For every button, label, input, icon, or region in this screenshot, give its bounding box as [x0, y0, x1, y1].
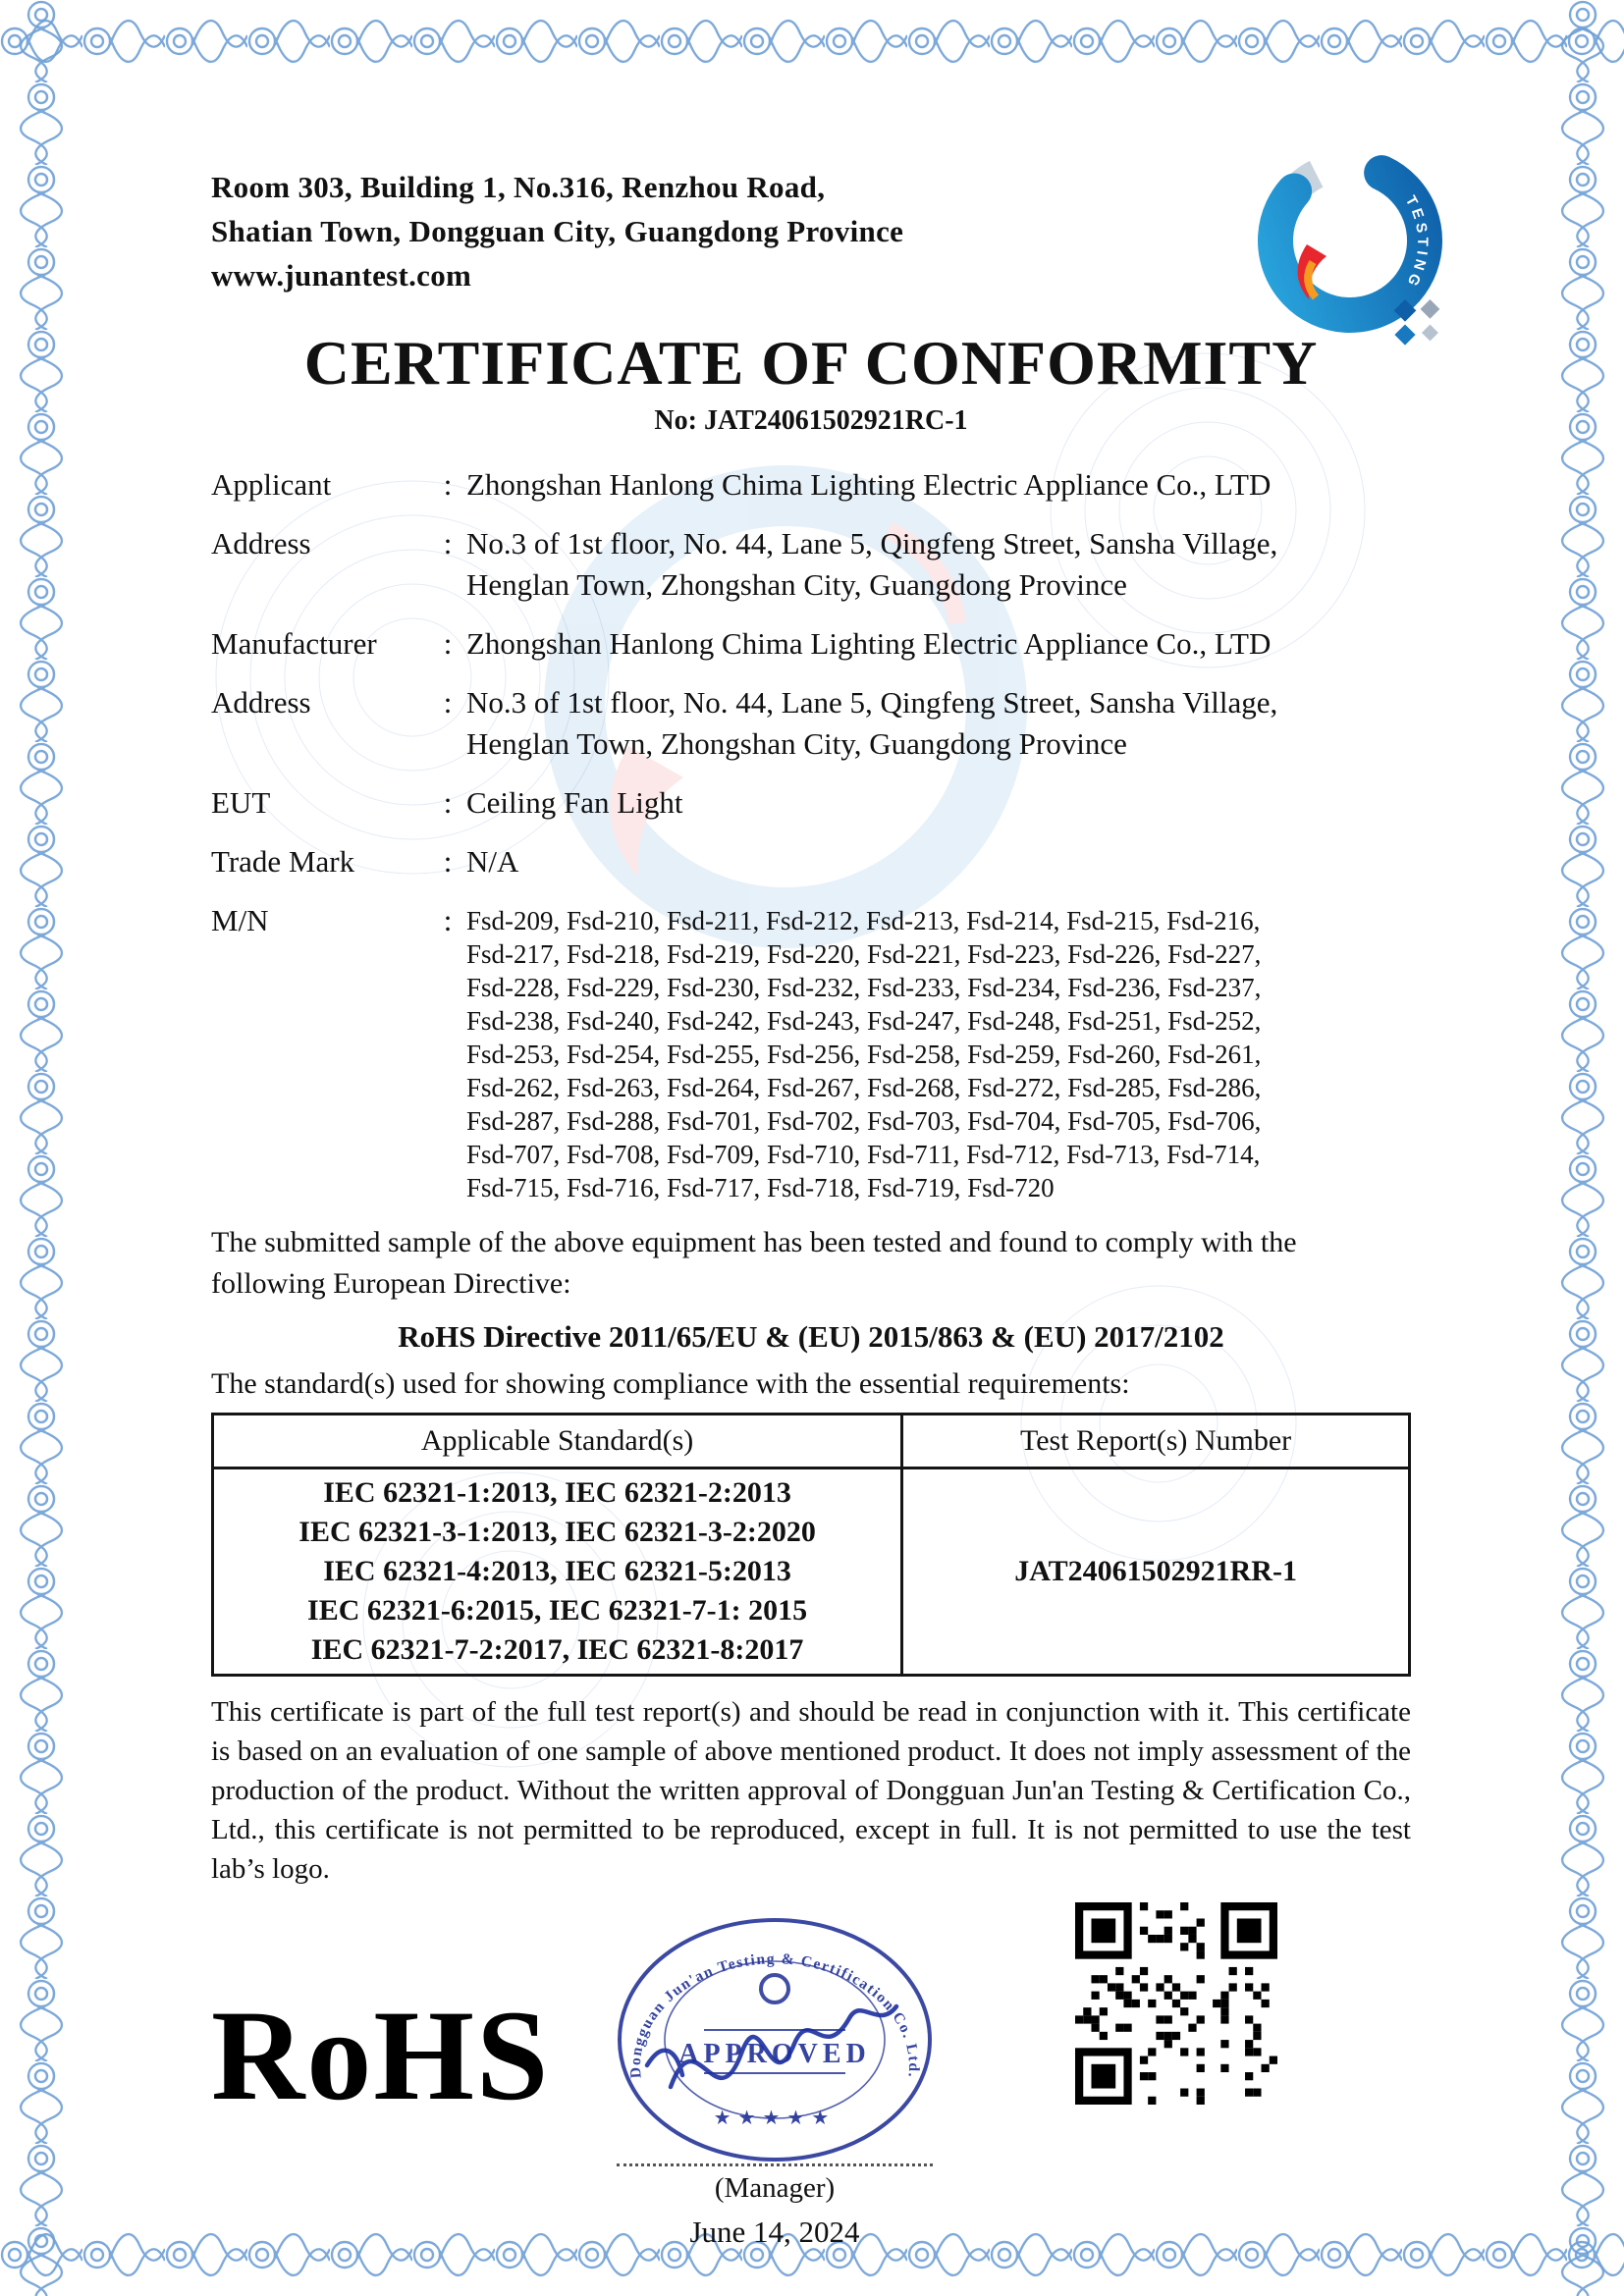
field-label: Address	[211, 685, 311, 720]
issue-date: June 14, 2024	[689, 2215, 860, 2249]
field-value: No.3 of 1st floor, No. 44, Lane 5, Qingfeng Street, Sansha Village, Henglan Town, Zhongshan City, Guangdong Province	[466, 526, 1278, 602]
field-row-eut	[211, 782, 1411, 824]
field-separator: :	[443, 785, 453, 820]
standard-line: IEC 62321-1:2013, IEC 62321-2:2013	[323, 1476, 791, 1509]
field-row-manufacturer-address	[211, 682, 1411, 765]
field-value: N/A	[466, 844, 519, 879]
junan-logo	[1213, 142, 1492, 368]
certificate-number: No: JAT24061502921RC-1	[654, 405, 968, 436]
disclaimer-text: This certificate is part of the full test report(s) and should be read in conjunction with it. This certificate is based on an evaluation of one sample of above mentioned product. It does not imply assessment of the production of the product. Without the written approval of Dongguan Jun'an Testing & Certification Co., Ltd., this certificate is not permitted to be reproduced, except in full. It is not permitted to use the test lab’s logo.	[211, 1696, 1411, 1885]
issuer-address-line-2: Shatian Town, Dongguan City, Guangdong Province	[211, 214, 904, 248]
stamp-stars: ★★★★★	[713, 2108, 837, 2129]
approval-stamp	[602, 1891, 947, 2199]
field-value: No.3 of 1st floor, No. 44, Lane 5, Qingfeng Street, Sansha Village, Henglan Town, Zhongshan City, Guangdong Province	[466, 685, 1278, 761]
field-separator: :	[443, 685, 453, 720]
standards-table	[211, 1413, 1411, 1677]
stamp-approved-text: APPROVED	[678, 2039, 871, 2069]
field-label: M/N	[211, 903, 269, 937]
field-value: Fsd-209, Fsd-210, Fsd-211, Fsd-212, Fsd-213, Fsd-214, Fsd-215, Fsd-216, Fsd-217, Fsd-218, Fsd-219, Fsd-220, Fsd-221, Fsd-223, Fsd-226, Fsd-227, Fsd-228, Fsd-229, Fsd-230, Fsd-232, Fsd-233, Fsd-234, Fsd-236, Fsd-237, Fsd-238, Fsd-240, Fsd-242, Fsd-243, Fsd-247, Fsd-248, Fsd-251, Fsd-252, Fsd-253, Fsd-254, Fsd-255, Fsd-256, Fsd-258, Fsd-259, Fsd-260, Fsd-261, Fsd-262, Fsd-263, Fsd-264, Fsd-267, Fsd-268, Fsd-272, Fsd-285, Fsd-286, Fsd-287, Fsd-288, Fsd-701, Fsd-702, Fsd-703, Fsd-704, Fsd-705, Fsd-706, Fsd-707, Fsd-708, Fsd-709, Fsd-710, Fsd-711, Fsd-712, Fsd-713, Fsd-714, Fsd-715, Fsd-716, Fsd-717, Fsd-718, Fsd-719, Fsd-720	[466, 906, 1262, 1202]
stamp-ring-text: Dongguan Jun'an Testing & Certification Co. Ltd.	[626, 1950, 923, 2080]
test-report-number: JAT24061502921RR-1	[900, 1469, 1408, 1674]
signature-dotted-line	[617, 2163, 933, 2166]
certificate-footer	[211, 1902, 1411, 2296]
logo-arc-text: TESTING	[1401, 192, 1432, 293]
border-pattern-top	[0, 0, 1624, 82]
table-header-test-report-number: Test Report(s) Number	[900, 1415, 1408, 1467]
compliance-intro: The submitted sample of the above equipment has been tested and found to comply with the following European Directive:	[211, 1226, 1297, 1300]
manager-label: (Manager)	[714, 2172, 836, 2204]
field-separator: :	[443, 626, 453, 661]
signature-block	[596, 2163, 953, 2250]
standards-table-header-row	[214, 1415, 1408, 1469]
field-label: EUT	[211, 785, 271, 820]
field-label: Address	[211, 526, 311, 561]
stamp-logo-icon	[761, 1975, 788, 2002]
issuer-address-line-1: Room 303, Building 1, No.316, Renzhou Road,	[211, 170, 826, 204]
rohs-mark: RoHS	[211, 1983, 551, 2127]
standards-intro: The standard(s) used for showing compliance with the essential requirements:	[211, 1367, 1130, 1400]
border-pattern-right	[1542, 0, 1624, 2296]
qr-code-svg	[1075, 1902, 1277, 2105]
field-value: Ceiling Fan Light	[466, 785, 683, 820]
field-separator: :	[443, 467, 453, 502]
certificate-title: CERTIFICATE OF CONFORMITY	[303, 328, 1319, 398]
standard-line: IEC 62321-6:2015, IEC 62321-7-1: 2015	[307, 1594, 808, 1627]
field-label: Applicant	[211, 467, 332, 502]
field-row-model-numbers	[211, 900, 1411, 1204]
field-value: Zhongshan Hanlong Chima Lighting Electric Appliance Co., LTD	[466, 467, 1272, 502]
standard-line: IEC 62321-7-2:2017, IEC 62321-8:2017	[310, 1633, 804, 1666]
field-row-applicant-address	[211, 523, 1411, 606]
field-label: Trade Mark	[211, 844, 355, 879]
field-separator: :	[443, 844, 453, 879]
issuer-website: www.junantest.com	[211, 258, 472, 293]
applicable-standards-cell	[214, 1469, 900, 1674]
table-header-applicable-standards: Applicable Standard(s)	[420, 1424, 694, 1457]
standard-line: IEC 62321-4:2013, IEC 62321-5:2013	[323, 1555, 791, 1587]
field-value: Zhongshan Hanlong Chima Lighting Electric Appliance Co., LTD	[466, 626, 1272, 661]
directive-line: RoHS Directive 2011/65/EU & (EU) 2015/863 & (EU) 2017/2102	[398, 1319, 1224, 1354]
field-label: Manufacturer	[211, 626, 377, 661]
standard-line: IEC 62321-3-1:2013, IEC 62321-3-2:2020	[298, 1516, 816, 1548]
border-pattern-left	[0, 0, 82, 2296]
field-row-manufacturer	[211, 623, 1411, 665]
field-row-trade-mark	[211, 841, 1411, 882]
field-row-applicant	[211, 464, 1411, 506]
field-separator: :	[443, 526, 453, 561]
qr-code	[1075, 1902, 1277, 2105]
certificate-fields	[211, 464, 1411, 1204]
field-separator: :	[443, 903, 453, 937]
certificate-content	[211, 165, 1411, 2296]
standards-table-body-row	[214, 1469, 1408, 1674]
